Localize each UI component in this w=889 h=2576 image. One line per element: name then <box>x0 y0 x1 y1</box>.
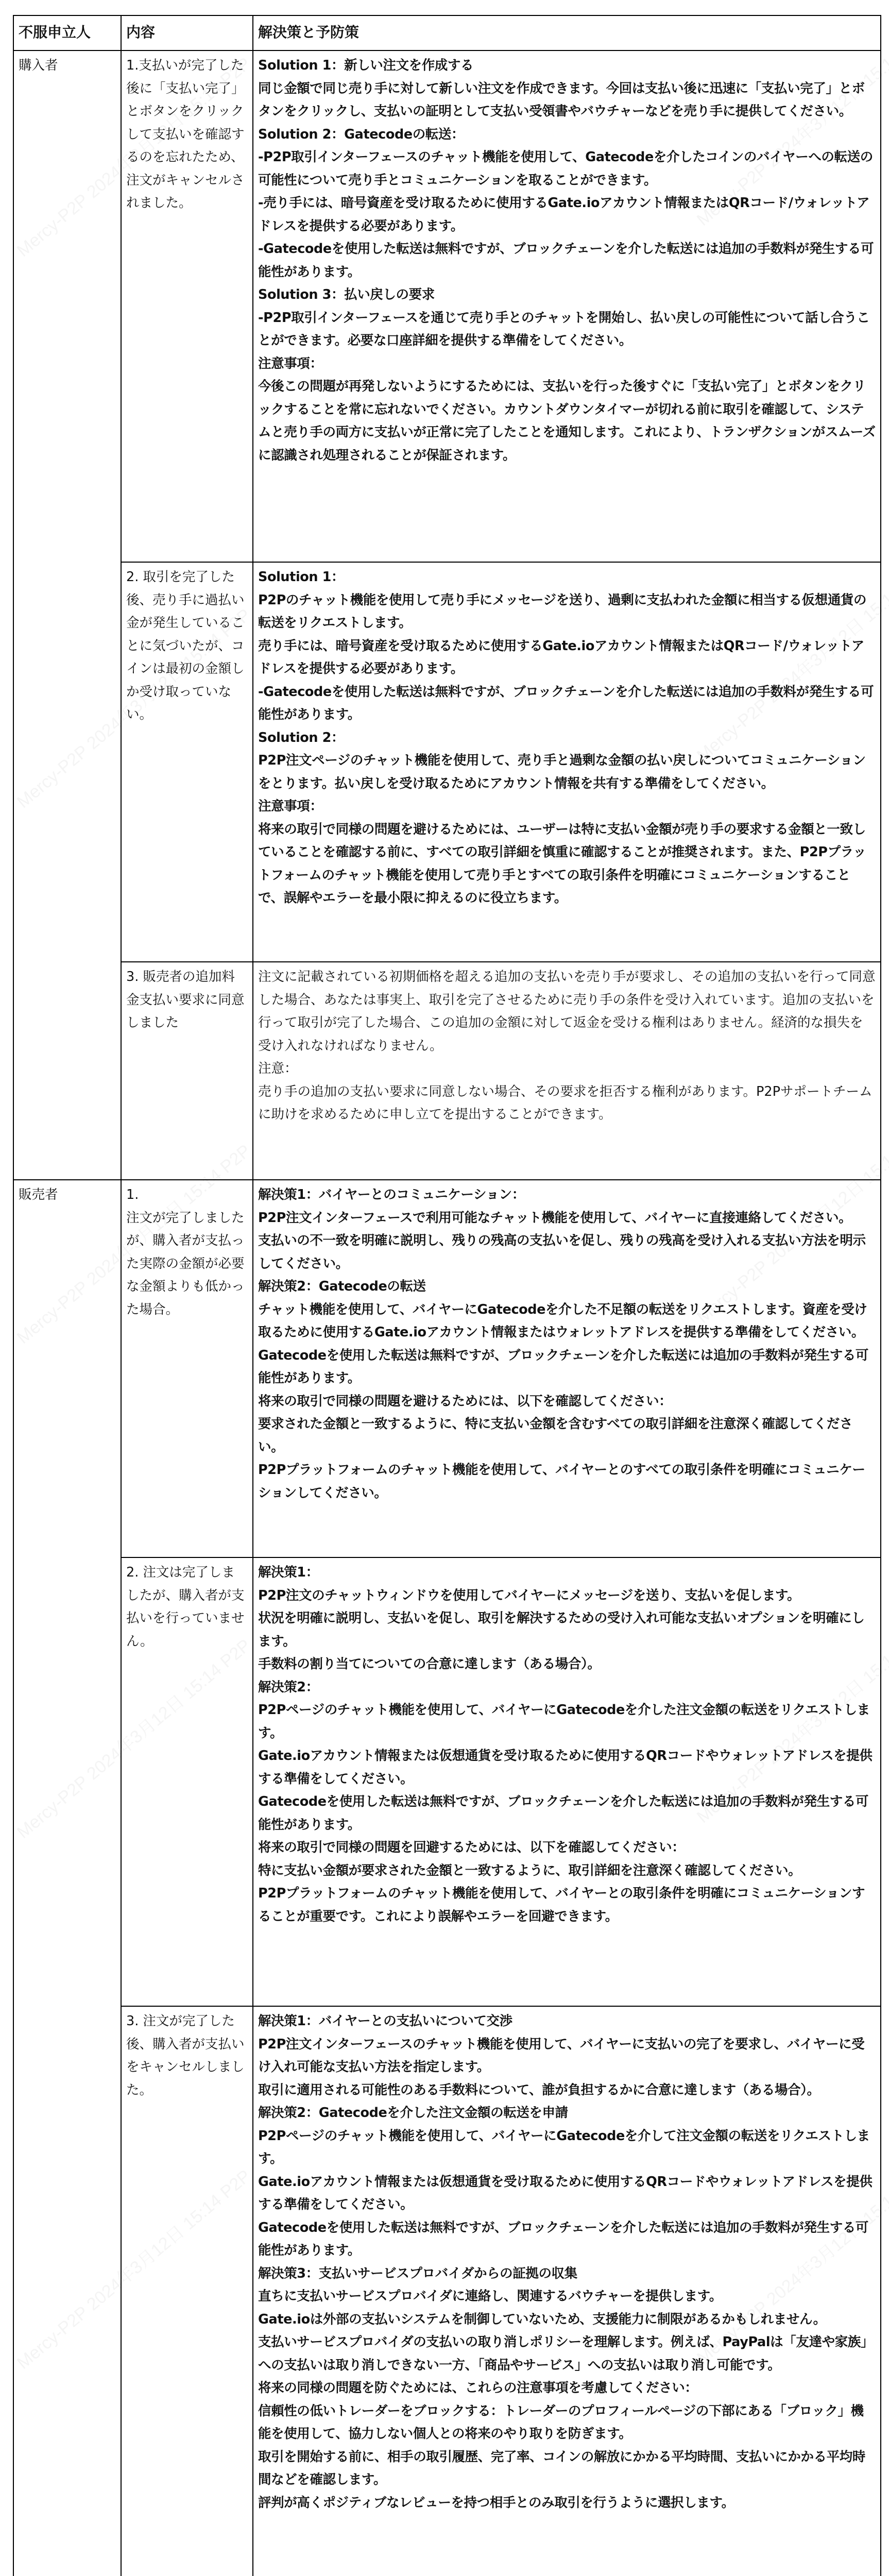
dispute-table <box>13 15 881 2576</box>
party-cell: 販売者 <box>13 1180 121 2576</box>
text-line: 解決策2：Gatecodeを介した注文金額の転送を申請 <box>258 2105 568 2121</box>
text-line: Gate.ioは外部の支払いシステムを制御していないため、支援能力に制限があるかもしれません。 <box>258 2311 826 2327</box>
text-line: 同じ金額で同じ売り手に対して新しい注文を作成できます。今回は支払い後に迅速に「支払い完了」とボタンをクリックし、支払いの証明として支払い受領書やバウチャーなどを売り手に提供してください。 <box>258 80 865 119</box>
text-line: 注意： <box>258 1061 298 1076</box>
text-line: P2P注文インターフェースで利用可能なチャット機能を使用して、バイヤーに直接連絡してください。 <box>258 1210 852 1226</box>
text-line: Solution 2： <box>258 730 345 745</box>
text-line: 将来の取引で同様の問題を避けるためには、以下を確認してください： <box>258 1393 672 1409</box>
text-line: 解決策2： <box>258 1679 319 1695</box>
text-line: 取引に適用される可能性のある手数料について、誰が負担するかに合意に達します（ある場合）。 <box>258 2082 820 2098</box>
text-line: P2P注文のチャットウィンドウを使用してバイヤーにメッセージを送り、支払いを促します。 <box>258 1587 800 1603</box>
header-content: 内容 <box>121 15 253 50</box>
solution-cell <box>253 962 881 1180</box>
text-line: 解決策1：バイヤーとの支払いについて交渉 <box>258 2013 512 2029</box>
text-line: 要求された金額と一致するように、特に支払い金額を含むすべての取引詳細を注意深く確認してください。 <box>258 1416 853 1455</box>
text-line: 売り手には、暗号資産を受け取るために使用するGate.ioアカウント情報またはQRコード/ウォレットアドレスを提供する必要があります。 <box>258 638 865 676</box>
text-line: 解決策1：バイヤーとのコミュニケーション： <box>258 1187 525 1202</box>
text-line: 取引を開始する前に、相手の取引履歴、完了率、コインの解放にかかる平均時間、支払いにかかる平均時間などを確認します。 <box>258 2449 865 2487</box>
text-line: Gate.ioアカウント情報または仮想通貨を受け取るために使用するQRコードやウォレットアドレスを提供する準備をしてください。 <box>258 2174 873 2212</box>
text-line: -P2P取引インターフェースのチャット機能を使用して、Gatecodeを介したコインのバイヤーへの転送の可能性について売り手とコミュニケーションを取ることができます。 <box>258 149 873 188</box>
text-line: -Gatecodeを使用した転送は無料ですが、ブロックチェーンを介した転送には追加の手数料が発生する可能性があります。 <box>258 241 874 280</box>
text-line: チャット機能を使用して、バイヤーにGatecodeを介した不足額の転送をリクエストします。資産を受け取るために使用するGate.ioアカウント情報またはウォレットアドレスを提供する準備をしてください。 <box>258 1301 867 1340</box>
content-cell: 1.支払いが完了した後に「支払い完了」とボタンをクリックして支払いを確認するのを忘れたため、注文がキャンセルされました。 <box>121 50 253 562</box>
text-line: 注文が完了しましたが、購入者が支払った実際の金額が必要な金額よりも低かった場合。 <box>126 1210 245 1317</box>
solution-cell <box>253 1180 881 1557</box>
text-line: 将来の同様の問題を防ぐためには、これらの注意事項を考慮してください： <box>258 2380 698 2396</box>
text-line: P2Pページのチャット機能を使用して、バイヤーにGatecodeを介して注文金額の転送をリクエストします。 <box>258 2128 870 2166</box>
table-row <box>13 50 881 562</box>
text-line: P2Pのチャット機能を使用して売り手にメッセージを送り、過剰に支払われた金額に相当する仮想通貨の転送をリクエストします。 <box>258 592 867 631</box>
text-line: Gatecodeを使用した転送は無料ですが、ブロックチェーンを介した転送には追加の手数料が発生する可能性があります。 <box>258 1794 869 1833</box>
text-line: Solution 2：Gatecodeの転送： <box>258 126 465 142</box>
text-line: 状況を明確に説明し、支払いを促し、取引を解決するための受け入れ可能な支払いオプションを明確にします。 <box>258 1611 865 1649</box>
text-line: 信頼性の低いトレーダーをブロックする：トレーダーのプロフィールページの下部にある「ブロック」機能を使用して、協力しない個人との将来のやり取りを防ぎます。 <box>258 2403 864 2442</box>
table-row <box>13 562 881 962</box>
table-row <box>13 1180 881 1557</box>
text-line: P2P注文インターフェースのチャット機能を使用して、バイヤーに支払いの完了を要求し、バイヤーに受け入れ可能な支払い方法を指定します。 <box>258 2036 865 2075</box>
header-party: 不服申立人 <box>13 15 121 50</box>
content-cell: 3. 販売者の追加料金支払い要求に同意しました <box>121 962 253 1180</box>
content-cell: 3. 注文が完了した後、購入者が支払いをキャンセルしました。 <box>121 2006 253 2576</box>
text-line: 将来の取引で同様の問題を回避するためには、以下を確認してください： <box>258 1840 685 1855</box>
text-line: Gatecodeを使用した転送は無料ですが、ブロックチェーンを介した転送には追加の手数料が発生する可能性があります。 <box>258 2219 869 2258</box>
text-line: 1. <box>126 1187 139 1202</box>
text-line: -売り手には、暗号資産を受け取るために使用するGate.ioアカウント情報またはQRコード/ウォレットアドレスを提供する必要があります。 <box>258 195 870 234</box>
solution-cell <box>253 562 881 962</box>
text-line: 注意事項： <box>258 799 323 814</box>
party-cell: 購入者 <box>13 50 121 1180</box>
text-line: 売り手の追加の支払い要求に同意しない場合、その要求を拒否する権利があります。P2Pサポートチームに助けを求めるために申し立てを提出することができます。 <box>258 1083 873 1122</box>
content-cell: 2. 注文は完了しましたが、購入者が支払いを行っていません。 <box>121 1557 253 2006</box>
text-line: 特に支払い金額が要求された金額と一致するように、取引詳細を注意深く確認してください。 <box>258 1862 801 1878</box>
text-line: P2Pプラットフォームのチャット機能を使用して、バイヤーとのすべての取引条件を明確にコミュニケーションしてください。 <box>258 1462 865 1501</box>
text-line: Gate.ioアカウント情報または仮想通貨を受け取るために使用するQRコードやウォレットアドレスを提供する準備をしてください。 <box>258 1748 873 1787</box>
table-row <box>13 2006 881 2576</box>
text-line: Gatecodeを使用した転送は無料ですが、ブロックチェーンを介した転送には追加の手数料が発生する可能性があります。 <box>258 1347 869 1386</box>
text-line: P2Pプラットフォームのチャット機能を使用して、バイヤーとの取引条件を明確にコミュニケーションすることが重要です。これにより誤解やエラーを回避できます。 <box>258 1886 865 1924</box>
text-line: 将来の取引で同様の問題を避けるためには、ユーザーは特に支払い金額が売り手の要求する金額と一致していることを確認する前に、すべての取引詳細を慎重に確認することが推奨されます。また、P2Pプラットフォームのチャット機能を使用して売り手とすべての取引条件を明確にコミュニケーションすることで、誤解やエラーを最小限に抑えるのに役立ちます。 <box>258 821 866 906</box>
text-line: 注文に記載されている初期価格を超える追加の支払いを売り手が要求し、その追加の支払いを行って同意した場合、あなたは事実上、取引を完了させるために売り手の条件を受け入れています。追加の支払いを行って取引が完了した場合、この追加の金額に対して返金を受ける権利はありません。経済的な損失を受け入れなければなりません。 <box>258 969 876 1054</box>
content-cell: 2. 取引を完了した後、売り手に過払い金が発生していることに気づいたが、コインは最初の金額しか受け取っていない。 <box>121 562 253 962</box>
table-row <box>13 962 881 1180</box>
text-line: -Gatecodeを使用した転送は無料ですが、ブロックチェーンを介した転送には追加の手数料が発生する可能性があります。 <box>258 684 874 722</box>
text-line: -P2P取引インターフェースを通じて売り手とのチャットを開始し、払い戻しの可能性について話し合うことができます。必要な口座詳細を提供する準備をしてください。 <box>258 310 870 348</box>
text-line: 解決策1： <box>258 1565 319 1580</box>
table-header-row <box>13 15 881 50</box>
text-line: 直ちに支払いサービスプロバイダに連絡し、関連するバウチャーを提供します。 <box>258 2289 722 2304</box>
text-line: P2Pページのチャット機能を使用して、バイヤーにGatecodeを介した注文金額の転送をリクエストします。 <box>258 1702 870 1741</box>
text-line: 解決策3：支払いサービスプロバイダからの証拠の収集 <box>258 2265 577 2281</box>
text-line: P2P注文ページのチャット機能を使用して、売り手と過剰な金額の払い戻しについてコミュニケーションをとります。払い戻しを受け取るためにアカウント情報を共有する準備をしてください。 <box>258 753 866 791</box>
text-line: Solution 1： <box>258 569 345 585</box>
text-line: Solution 3：払い戻しの要求 <box>258 287 435 302</box>
text-line: 今後この問題が再発しないようにするためには、支払いを行った後すぐに「支払い完了」とボタンをクリックすることを常に忘れないでください。カウントダウンタイマーが切れる前に取引を確認して、システムと売り手の両方に支払いが正常に完了したことを通知します。これにより、トランザクションがスムーズに認識され処理されることが保証されます。 <box>258 379 876 463</box>
text-line: 支払いの不一致を明確に説明し、残りの残高の支払いを促し、残りの残高を受け入れる支払い方法を明示してください。 <box>258 1233 866 1272</box>
table-row <box>13 1557 881 2006</box>
text-line: Solution 1：新しい注文を作成する <box>258 58 474 73</box>
solution-cell <box>253 1557 881 2006</box>
header-solution: 解決策と予防策 <box>253 15 881 50</box>
text-line: 解決策2：Gatecodeの転送 <box>258 1279 426 1294</box>
text-line: 手数料の割り当てについての合意に達します（ある場合）。 <box>258 1656 601 1672</box>
text-line: 支払いサービスプロバイダの支払いの取り消しポリシーを理解します。例えば、PayPalは「友達や家族」への支払いは取り消しできない一方、「商品やサービス」への支払いは取り消し可能です。 <box>258 2334 874 2373</box>
text-line: 評判が高くポジティブなレビューを持つ相手とのみ取引を行うように選択します。 <box>258 2495 734 2511</box>
solution-cell <box>253 2006 881 2576</box>
text-line: 注意事項： <box>258 355 323 371</box>
solution-cell <box>253 50 881 562</box>
content-cell <box>121 1180 253 1557</box>
